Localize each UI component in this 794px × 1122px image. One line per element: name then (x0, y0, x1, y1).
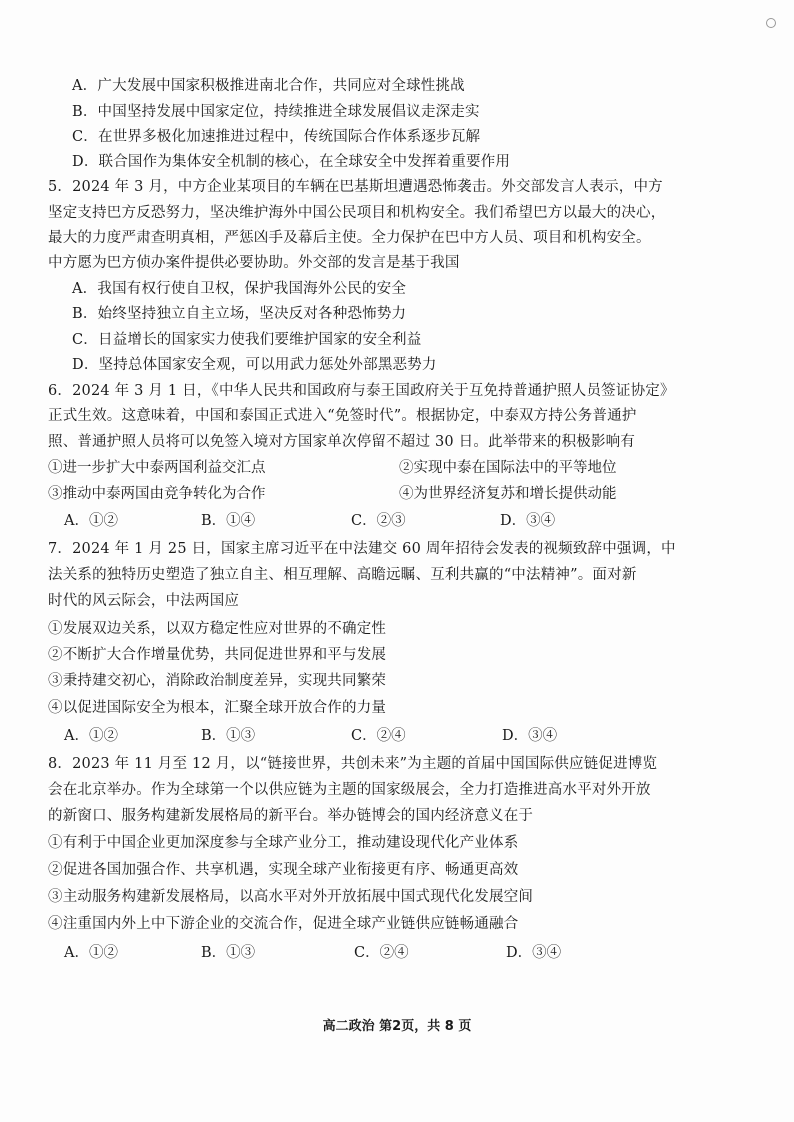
corner-mark (766, 18, 776, 28)
q6-choice-b: B．①④ (201, 513, 256, 529)
q6-item-3: ③推动中泰两国由竞争转化为合作 (48, 486, 266, 502)
q7-stem-line-3: 时代的风云际会，中法两国应 (48, 593, 240, 609)
q6-item-4: ④为世界经济复苏和增长提供动能 (399, 486, 617, 502)
q6-choice-c: C．②③ (351, 513, 406, 529)
q5-stem-line-4: 中方愿为巴方侦办案件提供必要协助。外交部的发言是基于我国 (48, 255, 460, 271)
q6-item-1: ①进一步扩大中泰两国利益交汇点 (48, 460, 266, 476)
q7-choice-b: B．①③ (201, 728, 256, 744)
q6-choice-d: D．③④ (500, 513, 556, 529)
q5-stem-line-2: 坚定支持巴方反恐努力，坚决维护海外中国公民项目和机构安全。我们希望巴方以最大的决心， (48, 205, 666, 221)
q8-stem-line-1: 8．2023 年 11 月至 12 月，以“链接世界，共创未来”为主题的首届中国国际供应链促进博览 (48, 756, 658, 772)
q4-option-b: B．中国坚持发展中国家定位，持续推进全球发展倡议走深走实 (72, 104, 480, 120)
q8-item-4: ④注重国内外上中下游企业的交流合作，促进全球产业链供应链畅通融合 (48, 916, 519, 932)
q6-choice-a: A．①② (64, 513, 118, 529)
q8-item-2: ②促进各国加强合作、共享机遇，实现全球产业衔接更有序、畅通更高效 (48, 862, 519, 878)
q7-item-1: ①发展双边关系，以双方稳定性应对世界的不确定性 (48, 621, 387, 637)
q6-stem-line-3: 照、普通护照人员将可以免签入境对方国家单次停留不超过 30 日。此举带来的积极影响有 (48, 434, 636, 450)
q7-item-3: ③秉持建交初心，消除政治制度差异，实现共同繁荣 (48, 673, 387, 689)
q4-option-c: C．在世界多极化加速推进过程中，传统国际合作体系逐步瓦解 (72, 129, 481, 145)
q7-stem-line-2: 法关系的独特历史塑造了独立自主、相互理解、高瞻远瞩、互利共赢的“中法精神”。面对新 (48, 567, 637, 583)
q7-item-4: ④以促进国际安全为根本，汇聚全球开放合作的力量 (48, 700, 387, 716)
q5-option-d: D．坚持总体国家安全观，可以用武力惩处外部黑恶势力 (72, 357, 437, 373)
q5-stem-line-1: 5．2024 年 3 月，中方企业某项目的车辆在巴基斯坦遭遇恐怖袭击。外交部发言人表示，中方 (48, 179, 663, 195)
q5-stem-line-3: 最大的力度严肃查明真相，严惩凶手及幕后主使。全力保护在巴中方人员、项目和机构安全。 (48, 230, 651, 246)
q8-choice-c: C．②④ (354, 945, 409, 961)
q8-choice-b: B．①③ (201, 945, 256, 961)
q5-option-b: B．始终坚持独立自主立场，坚决反对各种恐怖势力 (72, 306, 407, 322)
q7-choice-d: D．③④ (502, 728, 558, 744)
q6-item-2: ②实现中泰在国际法中的平等地位 (399, 460, 617, 476)
q7-item-2: ②不断扩大合作增量优势，共同促进世界和平与发展 (48, 647, 387, 663)
q8-item-1: ①有利于中国企业更加深度参与全球产业分工，推动建设现代化产业体系 (48, 835, 519, 851)
q6-stem-line-1: 6．2024 年 3 月 1 日，《中华人民共和国政府与泰王国政府关于互免持普通护照人员签证协定》 (48, 383, 675, 399)
q4-option-a: A．广大发展中国家积极推进南北合作，共同应对全球性挑战 (72, 78, 465, 94)
q5-option-c: C．日益增长的国家实力使我们要维护国家的安全利益 (72, 332, 422, 348)
q7-choice-a: A．①② (64, 728, 118, 744)
q4-option-d: D．联合国作为集体安全机制的核心，在全球安全中发挥着重要作用 (72, 154, 511, 170)
q8-stem-line-3: 的新窗口、服务构建新发展格局的新平台。举办链博会的国内经济意义在于 (48, 808, 534, 824)
page-footer: 高二政治 第2页，共 8 页 (322, 1019, 472, 1034)
q7-stem-line-1: 7．2024 年 1 月 25 日，国家主席习近平在中法建交 60 周年招待会发表的视频致辞中强调，中 (48, 541, 676, 557)
q8-stem-line-2: 会在北京举办。作为全球第一个以供应链为主题的国家级展会，全力打造推进高水平对外开放 (48, 782, 651, 798)
q8-choice-d: D．③④ (506, 945, 562, 961)
q8-item-3: ③主动服务构建新发展格局，以高水平对外开放拓展中国式现代化发展空间 (48, 889, 534, 905)
q6-stem-line-2: 正式生效。这意味着，中国和泰国正式进入“免签时代”。根据协定，中泰双方持公务普通护 (48, 408, 637, 424)
q8-choice-a: A．①② (64, 945, 118, 961)
q5-option-a: A．我国有权行使自卫权，保护我国海外公民的安全 (72, 281, 407, 297)
q7-choice-c: C．②④ (351, 728, 406, 744)
